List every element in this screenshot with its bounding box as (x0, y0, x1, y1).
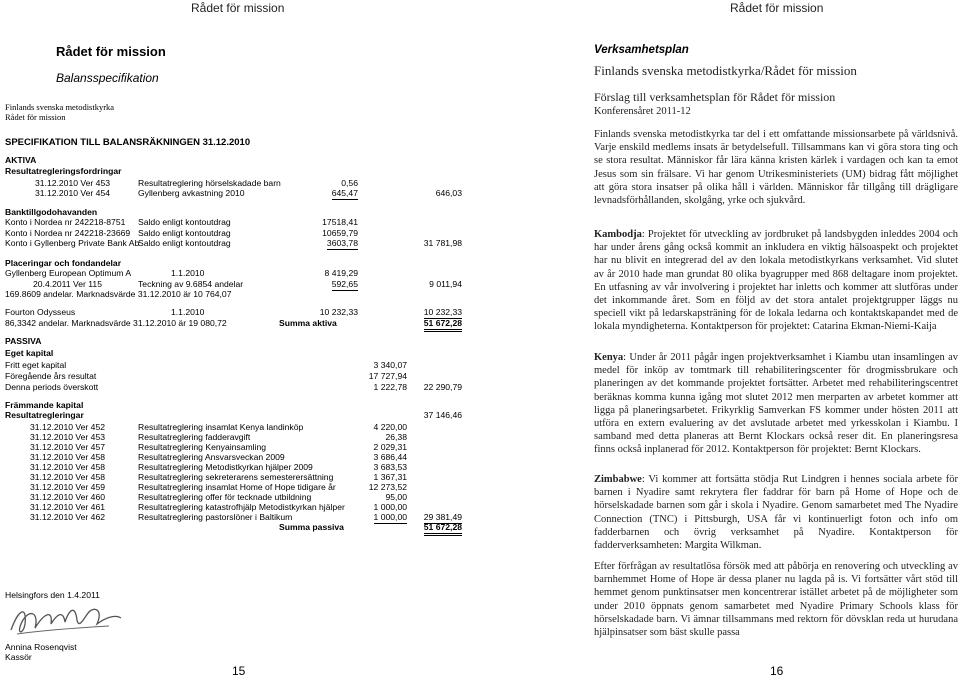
row-text: Resultatreglering offer för tecknade utbildning (138, 492, 312, 502)
row-total: 22 290,79 (423, 382, 462, 392)
row-amount: 592,65 (331, 279, 358, 289)
row-date: 31.12.2010 Ver 458 (30, 452, 106, 462)
row-text: Gyllenberg avkastning 2010 (138, 188, 245, 198)
row-text: Resultatreglering Metodistkyrkan hjälper 2009 (138, 462, 313, 472)
table-row (5, 217, 465, 228)
left-page-title: Rådet för mission (56, 44, 166, 59)
plac-heading: Placeringar och fondandelar (5, 258, 122, 268)
row-fund: Fourton Odysseus (5, 307, 76, 317)
paragraph (594, 128, 958, 207)
row-amount: 3 340,07 (373, 360, 407, 370)
row-text: Saldo enligt kontoutdrag (138, 238, 231, 248)
row-amount: 12 273,52 (368, 482, 407, 492)
row-text: Fritt eget kapital (5, 360, 67, 370)
row-total: 10 232,33 (423, 307, 462, 317)
paragraph-text: : Projektet för utveckling av jordbruket på landsbygden inleddes 2004 och har under årens gång också kommit an inkludera en viktig hälsoaspekt och projektet har nu blivit en integrerad del av den lokala metodistkyrkans verksamhet. Vid slutet av år 2010 hade man grundat 80 olika byagrupper med 868 deltagare inom projektet. En utfasning av vår involvering i projektet har inletts och kommer att slutföras under det inkommande året. Som en följd av det stora antalet projektgrupper läggs nu speciell vikt på ledarskapsträning för de lokala ledarna och kontaktskapandet med de lokala myndigheterna. Kontaktperson för projektet: Catarina Ekman-Niemi-Kaija (594, 229, 958, 333)
summa-aktiva-value: 51 672,28 (424, 318, 462, 332)
row-amount: 4 220,00 (373, 422, 407, 432)
signature-place-date: Helsingfors den 1.4.2011 (5, 590, 100, 600)
row-text: Resultatreglering Ansvarsveckan 2009 (138, 452, 285, 462)
table-row (5, 360, 465, 371)
section-label: Verksamhetsplan (594, 44, 689, 56)
resskuld-heading: Resultatregleringar (5, 410, 84, 420)
row-text: Resultatreglering insamlat Home of Hope tidigare år (138, 482, 336, 492)
row-text: 1.1.2010 (171, 307, 205, 317)
conference-year: Konferensåret 2011-12 (594, 106, 691, 117)
row-amount: 3603,78 (326, 238, 358, 248)
spec-heading: SPECIFIKATION TILL BALANSRÄKNINGEN 31.12.2010 (5, 137, 251, 148)
row-amount: 645,47 (331, 188, 358, 198)
resfordr-heading: Resultatregleringsfordringar (5, 166, 122, 176)
row-fund: Gyllenberg European Optimum A (5, 268, 132, 278)
org-line-2: Rådet för mission (5, 112, 66, 122)
aktiva-heading: AKTIVA (5, 155, 37, 165)
paragraph-lead: Zimbabwe (594, 474, 642, 485)
row-text: Resultatreglering katastrofhjälp Metodistkyrkan hjälper (138, 502, 345, 512)
row-amount: 1 222,78 (373, 382, 407, 392)
row-text: Resultatreglering Kenyainsamling (138, 442, 267, 452)
resskuld-total: 37 146,46 (423, 410, 462, 420)
paragraph-lead: Kambodja (594, 229, 642, 240)
row-text: Denna periods överskott (5, 382, 99, 392)
row-total: 9 011,94 (429, 279, 462, 289)
row-date: 31.12.2010 Ver 460 (30, 492, 106, 502)
row-text: Resultatreglering insamlat Kenya landinköp (138, 422, 304, 432)
table-row (5, 188, 465, 199)
row-amount: 8 419,29 (324, 268, 358, 278)
row-text: Resultatreglering fadderavgift (138, 432, 251, 442)
right-running-header: Rådet för mission (730, 1, 824, 15)
paragraph-kambodja (594, 228, 958, 334)
row-amount: 3 686,44 (373, 452, 407, 462)
eget-heading: Eget kapital (5, 348, 54, 358)
passiva-heading: PASSIVA (5, 336, 42, 346)
summa-aktiva-label: Summa aktiva (279, 318, 337, 328)
signer-role: Kassör (5, 652, 32, 662)
row-text: 1.1.2010 (171, 268, 205, 278)
row-amount: 0,56 (341, 178, 358, 188)
row-amount: 17518,41 (322, 217, 358, 227)
row-date: 31.12.2010 Ver 453 (30, 432, 106, 442)
row-amount: 26,38 (385, 432, 407, 442)
summa-passiva-value: 51 672,28 (424, 522, 462, 536)
row-amount: 10659,79 (322, 228, 358, 238)
row-text: Saldo enligt kontoutdrag (138, 228, 231, 238)
paragraph-text: : Vi kommer att fortsätta stödja Rut Lindgren i hennes sociala arbete för barnen i Nyadire samt rekrytera fler faddrar för barn på Home of Hope och de hörselskadade barnen som går i skola i Nyadire. Genom samarbetet med The Nyadire Connection (TNC) i Pittsburgh, USA får vi kontinuerligt foton och info om fadderbarnen och övrig verksamhet på Nyadire. Kontaktperson för fadderverksamheten: Margita Wilkman. (594, 474, 958, 552)
table-row (5, 307, 465, 318)
row-account: Konto i Gyllenberg Private Bank Ab (5, 238, 140, 248)
row-amount: 2 029,31 (373, 442, 407, 452)
row-date: 31.12.2010 Ver 458 (30, 472, 106, 482)
table-row (5, 371, 465, 382)
row-date: 31.12.2010 Ver 459 (30, 482, 106, 492)
row-amount: 1 367,31 (373, 472, 407, 482)
row-date: 31.12.2010 Ver 461 (30, 502, 106, 512)
table-row (5, 268, 465, 279)
left-running-header: Rådet för mission (191, 1, 285, 15)
row-text: Föregående års resultat (5, 371, 97, 381)
row-date: 31.12.2010 Ver 452 (30, 422, 106, 432)
row-amount: 3 683,53 (373, 462, 407, 472)
row-amount: 1 000,00 (373, 512, 407, 522)
row-text: Teckning av 9.6854 andelar (138, 279, 244, 289)
row-amount: 10 232,33 (319, 307, 358, 317)
org-line-1: Finlands svenska metodistkyrka (5, 102, 115, 112)
summa-passiva-label: Summa passiva (279, 522, 344, 532)
table-row (5, 382, 465, 393)
paragraph (594, 560, 958, 639)
paragraph-lead: Kenya (594, 352, 624, 363)
paragraph-text: Finlands svenska metodistkyrka tar del i ett omfattande missionsarbete på världsnivå. Varje enskild medlems insats är betydelsefull. Tillsammans kan vi göra stora ting och se stora resultat. Människor får lära känna kristen kärlek i vardagen och kan ta emot Jesus som sin frälsare. Vi har genom Utrikesministeriets (UM) bidrag fått möjlighet att göra stora insatser på olika håll i världen. Människor får tillgång till drägligare levnadsförhållanden, skolgång, yrke och sjukvård. (594, 129, 958, 207)
row-fund: 20.4.2011 Ver 115 (33, 279, 102, 289)
row-date: 31.12.2010 Ver 462 (30, 512, 106, 522)
right-page-number: 16 (770, 664, 784, 678)
bank-heading: Banktillgodohavanden (5, 207, 98, 217)
fourton-note: 86,3342 andelar. Marknadsvärde 31.12.2010 är 19 080,72 (5, 318, 227, 328)
handwritten-signature (5, 600, 125, 642)
table-row (5, 238, 465, 249)
org-heading: Finlands svenska metodistkyrka/Rådet för mission (594, 63, 857, 78)
row-amount: 17 727,94 (368, 371, 407, 381)
paragraph-zimbabwe (594, 473, 958, 552)
row-text: Resultatreglering pastorslöner i Baltikum (138, 512, 293, 522)
row-date: 31.12.2010 Ver 453 (35, 178, 111, 188)
row-date: 31.12.2010 Ver 454 (35, 188, 111, 198)
row-date: 31.12.2010 Ver 458 (30, 462, 106, 472)
paragraph-text: : Under år 2011 pågår ingen projektverksamhet i Kiambu utan insamlingen av medel för inköp av tomtmark till rehabiliteringscenter för drogmissbrukare och planeringen av det kommande projektet fortsätter. Arbetet med rehabiliteringscentret beräknas komma kunna igång mot slutet 2012 men merparten av arbetet kommer att ligga på planeringsarbetet. Frikyrklig Samverkan FS kommer under hösten 2011 att utföra en extern evaluering av det avslutade arbetet med yrkesskolan i Kiambu. I samband med detta planeras att Bernt Klockars också reser dit. En planeringsresa finns också inplanerad för 2012. Kontaktperson för projektet: Bernt Klockars. (594, 352, 958, 456)
row-text: Resultatreglering hörselskadade barn (138, 178, 281, 188)
row-text: Resultatreglering sekreterarens semesterersättning (138, 472, 334, 482)
signer-name: Annina Rosenqvist (5, 642, 77, 652)
balance-sheet (5, 155, 465, 535)
row-date: 31.12.2010 Ver 457 (30, 442, 106, 452)
fram-heading: Främmande kapital (5, 400, 84, 410)
plac-note: 169.8609 andelar. Marknadsvärde 31.12.2010 är 10 764,07 (5, 289, 232, 299)
row-amount: 95,00 (385, 492, 407, 502)
left-page-subtitle: Balansspecifikation (56, 71, 159, 85)
row-account: Konto i Nordea nr 242218-23669 (5, 228, 131, 238)
row-amount: 1 000,00 (373, 502, 407, 512)
row-text: Saldo enligt kontoutdrag (138, 217, 231, 227)
paragraph-text: Efter förfrågan av resultatlösa försök med att påbörja en renovering och utveckling av barnhemmet Home of Hope är dessa planer nu lagda på is. Vi fortsätter vårt stöd till hemmet genom punktinsatser men koncentrerar istället arbetet på de möjligheter som under 2010 öppnats genom samarbetet med Nyadire Primary Schools klass för hörselskadade barn. Vi ämnar tillsammans med rektorn för dövsklan reda ut hurudana hjälpinsatser som bäst skulle passa (594, 561, 958, 639)
paragraph-kenya (594, 351, 958, 457)
row-total: 31 781,98 (423, 238, 462, 248)
row-total: 646,03 (435, 188, 462, 198)
proposal-title: Förslag till verksamhetsplan för Rådet för mission (594, 90, 836, 104)
left-page-number: 15 (232, 664, 246, 678)
row-account: Konto i Nordea nr 242218-8751 (5, 217, 126, 227)
row-total: 29 381,49 (423, 512, 462, 522)
